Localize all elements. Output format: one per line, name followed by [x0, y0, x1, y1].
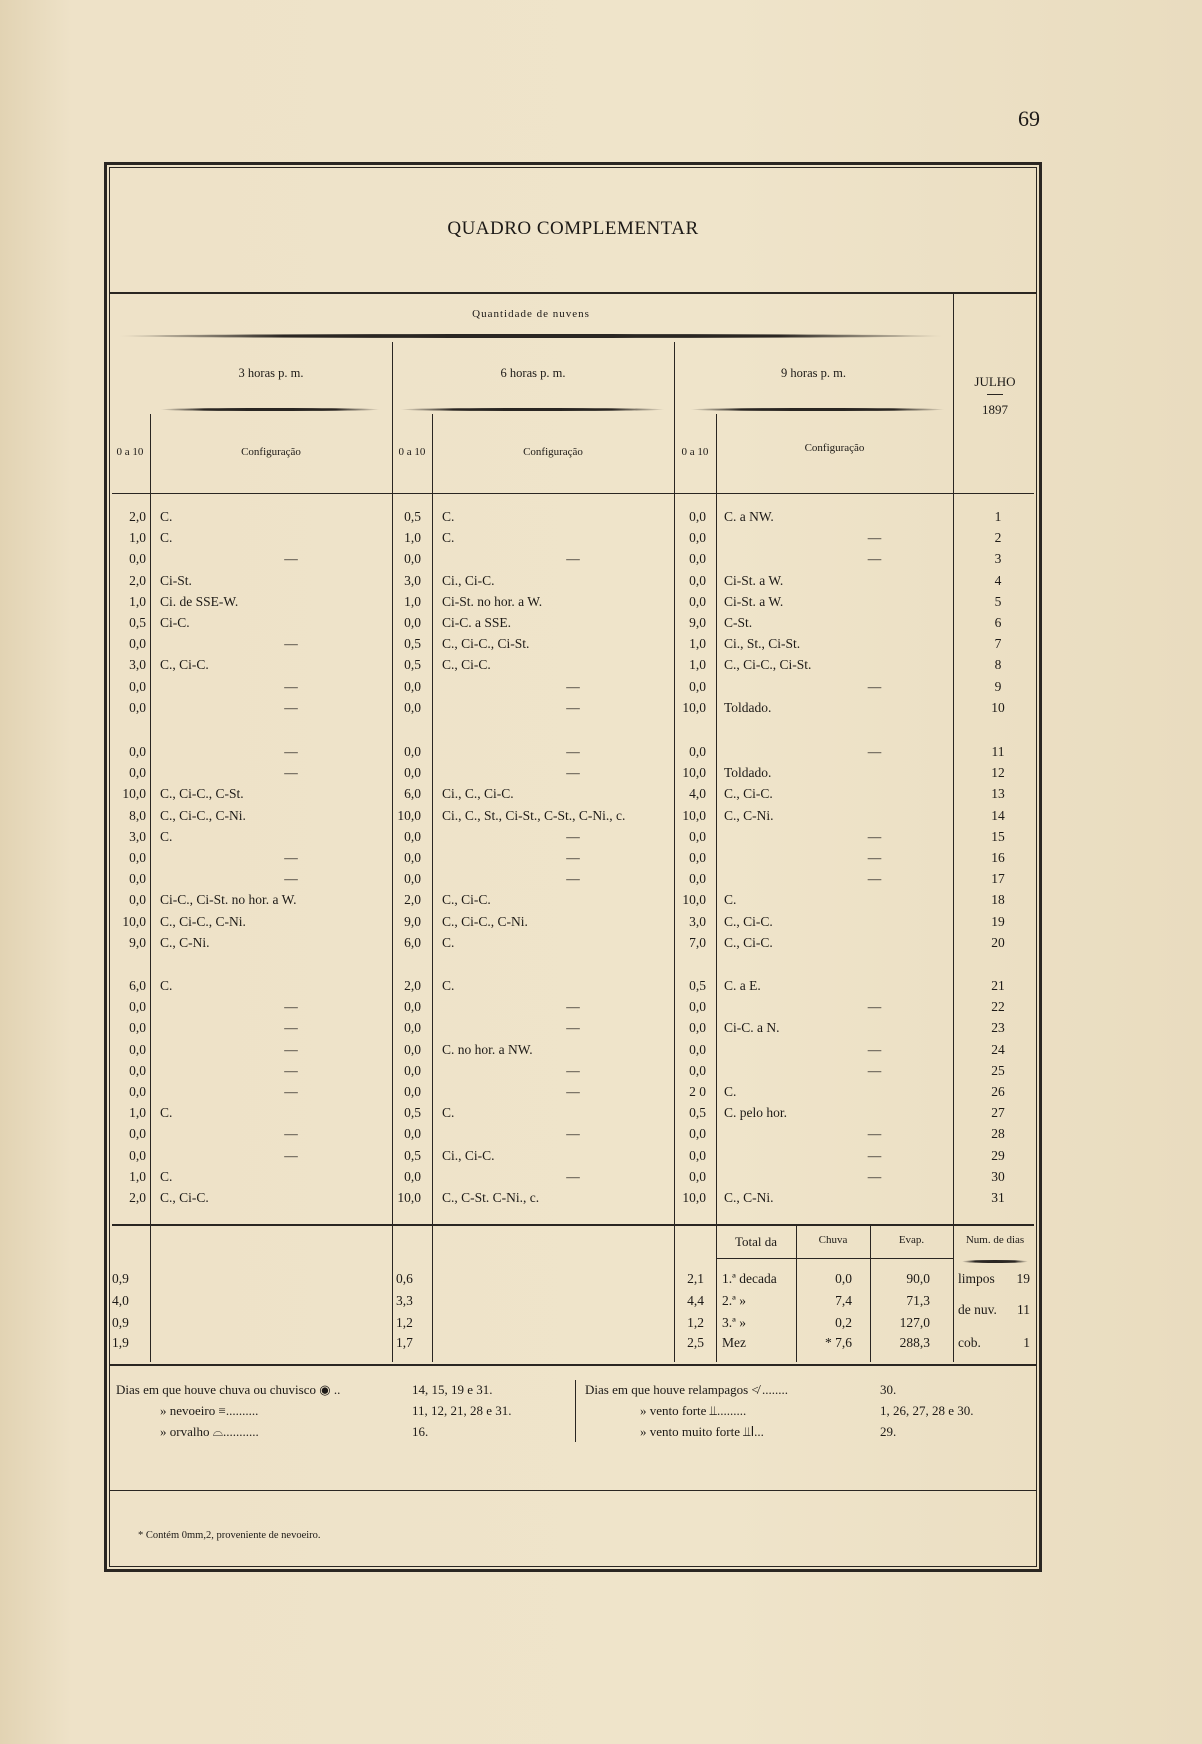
config-6h: C. — [442, 530, 455, 545]
cloud-9h: 10,0 — [682, 765, 706, 780]
config-3h: — — [284, 850, 298, 865]
cloud-9h: 4,0 — [689, 786, 706, 801]
cloud-6h: 0,0 — [404, 1126, 421, 1141]
cloud-6h: 0,0 — [404, 679, 421, 694]
day-number: 20 — [991, 935, 1005, 950]
config-6h: C. — [442, 509, 455, 524]
limpos-value: 19 — [1016, 1271, 1030, 1286]
config-3h: C., Ci-C. — [160, 1190, 209, 1205]
config-3h: Ci-C., Ci-St. no hor. a W. — [160, 892, 297, 907]
sum-header-rule — [716, 1258, 953, 1259]
period-3h: 3 horas p. m. — [238, 366, 304, 380]
config-3h: — — [284, 551, 298, 566]
cloud-9h: 0,0 — [689, 573, 706, 588]
config-6h: — — [566, 1169, 580, 1184]
day-number: 29 — [991, 1148, 1005, 1163]
day-number: 16 — [991, 850, 1005, 865]
cloud-9h: 0,0 — [689, 530, 706, 545]
sum-divider-3 — [432, 1226, 433, 1362]
config-6h: C., Ci-C., C-Ni. — [442, 914, 528, 929]
config-6h: — — [566, 1126, 580, 1141]
sum-chuva: 7,4 — [835, 1293, 852, 1308]
config-9h: — — [867, 530, 882, 545]
config-9h: Ci-St. a W. — [724, 573, 784, 588]
cloud-9h: 0,0 — [689, 1148, 706, 1163]
config-6h: Ci-C. a SSE. — [442, 615, 512, 630]
cloud-9h: 1,0 — [689, 657, 706, 672]
cloud-9h: 3,0 — [689, 914, 706, 929]
config-label-6h: Configuração — [523, 446, 583, 458]
cloud-3h: 10,0 — [122, 914, 146, 929]
sum-evap: 71,3 — [906, 1293, 930, 1308]
cloud-3h: 0,0 — [129, 679, 146, 694]
config-6h: C. — [442, 935, 455, 950]
cloud-6h: 0,0 — [404, 1020, 421, 1035]
config-9h: — — [867, 829, 882, 844]
cloud-6h: 9,0 — [404, 914, 421, 929]
period-6h: 6 horas p. m. — [500, 366, 566, 380]
limpos-label: limpos — [958, 1271, 995, 1286]
day-number: 15 — [991, 829, 1005, 844]
cloud-3h: 3,0 — [129, 829, 146, 844]
config-9h: C. a E. — [724, 978, 761, 993]
cloud-6h: 2,0 — [404, 978, 421, 993]
config-6h: C. — [442, 978, 455, 993]
config-6h: Ci., Ci-C. — [442, 1148, 495, 1163]
cloud-6h: 0,0 — [404, 829, 421, 844]
month-year-rule — [987, 394, 1003, 395]
cloud-9h: 0,0 — [689, 744, 706, 759]
config-3h: C., Ci-C., C-Ni. — [160, 914, 246, 929]
config-6h: — — [566, 871, 580, 886]
config-9h: — — [867, 679, 882, 694]
config-9h: C., C-Ni. — [724, 1190, 774, 1205]
cloud-6h: 0,0 — [404, 744, 421, 759]
config-3h: — — [284, 871, 298, 886]
day-number: 18 — [991, 892, 1005, 907]
nuv-value: 11 — [1017, 1302, 1030, 1317]
config-3h: C. — [160, 978, 173, 993]
day-number: 23 — [991, 1020, 1005, 1035]
config-6h: — — [566, 829, 580, 844]
cloud-9h: 0,0 — [689, 1042, 706, 1057]
day-number: 7 — [994, 636, 1002, 651]
cloud-6h: 10,0 — [397, 808, 421, 823]
day-number: 14 — [991, 808, 1005, 823]
cloud-6h: 0,5 — [404, 1105, 421, 1120]
sum-divider-1 — [150, 1226, 151, 1362]
footer-right-label: » vento forte ⫫......... — [640, 1403, 747, 1418]
scale-label-9h: 0 a 10 — [681, 446, 709, 458]
config-9h: C. a NW. — [724, 509, 774, 524]
config-3h: — — [284, 1042, 298, 1057]
day-number: 27 — [991, 1105, 1005, 1120]
day-number: 5 — [994, 594, 1002, 609]
config-6h: Ci., Ci-C. — [442, 573, 495, 588]
cloud-6h: 6,0 — [404, 786, 421, 801]
cloud-3h: 0,0 — [129, 1126, 146, 1141]
config-9h: C. — [724, 1084, 737, 1099]
config-3h: Ci-St. — [160, 573, 192, 588]
page-title: QUADRO COMPLEMENTAR — [447, 218, 699, 239]
config-9h: — — [867, 1042, 882, 1057]
config-3h: — — [284, 1063, 298, 1078]
month-label: JULHO — [974, 374, 1016, 389]
footer-right-label: » vento muito forte ⫫ⅼ... — [640, 1424, 764, 1439]
config-6h: — — [566, 1084, 580, 1099]
sum-cloud-9h: 1,2 — [687, 1315, 704, 1330]
day-number: 8 — [994, 657, 1002, 672]
cloud-6h: 0,0 — [404, 850, 421, 865]
day-number: 13 — [991, 786, 1005, 801]
config-9h: C. — [724, 892, 737, 907]
config-6h: Ci., C., Ci-C. — [442, 786, 514, 801]
config-6h: Ci., C., St., Ci-St., C-St., C-Ni., c. — [442, 808, 626, 823]
config-6h: C., C-St. C-Ni., c. — [442, 1190, 540, 1205]
period-9h: 9 horas p. m. — [781, 366, 846, 380]
swoosh-3h — [160, 408, 380, 411]
cloud-3h: 2,0 — [129, 509, 146, 524]
cloud-6h: 0,0 — [404, 1063, 421, 1078]
sum-chuva: * 7,6 — [825, 1335, 852, 1350]
sum-period-label: Mez — [722, 1335, 746, 1350]
swoosh-9h — [690, 408, 945, 411]
config-6h: C., Ci-C., Ci-St. — [442, 636, 530, 651]
cloud-9h: 0,0 — [689, 551, 706, 566]
config-3h: C. — [160, 829, 173, 844]
config-9h: C., C-Ni. — [724, 808, 774, 823]
config-label-9h: Configuração — [804, 442, 865, 454]
cloud-6h: 0,0 — [404, 871, 421, 886]
config-3h: — — [284, 1126, 298, 1141]
cloud-3h: 6,0 — [129, 978, 146, 993]
config-6h: — — [566, 744, 580, 759]
cloud-6h: 0,5 — [404, 657, 421, 672]
numdias-swoosh — [962, 1260, 1028, 1263]
day-number: 21 — [991, 978, 1005, 993]
footer-left-value: 11, 12, 21, 28 e 31. — [412, 1403, 512, 1418]
title-rule — [109, 292, 1037, 294]
sum-cloud-6h: 1,7 — [396, 1335, 413, 1350]
config-3h: C., Ci-C., C-St. — [160, 786, 244, 801]
sum-evap: 90,0 — [906, 1271, 930, 1286]
swoosh-6h — [400, 408, 665, 411]
day-number: 26 — [991, 1084, 1005, 1099]
day-number: 9 — [994, 679, 1002, 694]
cloud-6h: 0,0 — [404, 551, 421, 566]
day-number: 30 — [991, 1169, 1005, 1184]
cloud-6h: 0,0 — [404, 1169, 421, 1184]
sum-chuva: 0,0 — [835, 1271, 852, 1286]
col-divider-conf6 — [432, 414, 433, 1226]
config-9h: C., Ci-C. — [724, 914, 773, 929]
cloud-3h: 1,0 — [129, 1105, 146, 1120]
day-number: 25 — [991, 1063, 1005, 1078]
sum-period-label: 1.ª decada — [722, 1271, 777, 1286]
year-label: 1897 — [982, 402, 1008, 417]
config-3h: — — [284, 1084, 298, 1099]
config-9h: — — [867, 871, 882, 886]
scale-label-6h: 0 a 10 — [398, 446, 426, 458]
cloud-3h: 3,0 — [129, 657, 146, 672]
day-number: 4 — [994, 573, 1002, 588]
cloud-9h: 7,0 — [689, 935, 706, 950]
config-9h: C. pelo hor. — [724, 1105, 787, 1120]
config-label-3h: Configuração — [241, 446, 301, 458]
cloud-9h: 0,0 — [689, 509, 706, 524]
cloud-9h: 10,0 — [682, 700, 706, 715]
config-9h: C., Ci-C. — [724, 935, 773, 950]
cloud-3h: 1,0 — [129, 1169, 146, 1184]
cloud-9h: 9,0 — [689, 615, 706, 630]
sum-period-label: 3.ª » — [722, 1315, 746, 1330]
cloud-3h: 0,0 — [129, 1084, 146, 1099]
footer-left-value: 14, 15, 19 e 31. — [412, 1382, 493, 1397]
clouds-group-label: Quantidade de nuvens — [472, 308, 590, 320]
cloud-9h: 0,5 — [689, 978, 706, 993]
cob-label: cob. — [958, 1335, 981, 1350]
cloud-6h: 0,0 — [404, 1042, 421, 1057]
sum-cloud-3h: 0,9 — [112, 1315, 129, 1330]
cloud-9h: 10,0 — [682, 808, 706, 823]
cloud-9h: 0,0 — [689, 594, 706, 609]
footer-right-label: Dias em que houve relampagos ≮ ........ — [585, 1382, 789, 1397]
footer-right-value: 1, 26, 27, 28 e 30. — [880, 1403, 974, 1418]
day-number: 11 — [991, 744, 1005, 759]
body-bottom-rule — [112, 1224, 1034, 1226]
day-number: 2 — [994, 530, 1002, 545]
sum-cloud-6h: 3,3 — [396, 1293, 413, 1308]
config-9h: — — [867, 850, 882, 865]
cloud-6h: 1,0 — [404, 594, 421, 609]
config-6h: — — [566, 1020, 580, 1035]
cloud-9h: 2 0 — [689, 1084, 706, 1099]
config-3h: Ci. de SSE-W. — [160, 594, 239, 609]
scale-label-3h: 0 a 10 — [116, 446, 144, 458]
cloud-9h: 10,0 — [682, 892, 706, 907]
config-6h: — — [566, 679, 580, 694]
cloud-6h: 3,0 — [404, 573, 421, 588]
cloud-6h: 2,0 — [404, 892, 421, 907]
config-6h: — — [566, 850, 580, 865]
group-swoosh — [118, 334, 944, 338]
cloud-9h: 0,0 — [689, 1126, 706, 1141]
sum-period-label: 2.ª » — [722, 1293, 746, 1308]
config-9h: Ci-C. a N. — [724, 1020, 780, 1035]
cloud-9h: 0,0 — [689, 679, 706, 694]
month-col-divider — [953, 294, 954, 1226]
cloud-6h: 6,0 — [404, 935, 421, 950]
config-6h: C., Ci-C. — [442, 657, 491, 672]
day-number: 22 — [991, 999, 1005, 1014]
day-number: 31 — [991, 1190, 1005, 1205]
footer-left-label: Dias em que houve chuva ou chuvisco ◉ .. — [116, 1382, 341, 1397]
day-number: 6 — [994, 615, 1002, 630]
sum-divider-2 — [392, 1226, 393, 1362]
footer-left-value: 16. — [412, 1424, 429, 1439]
config-3h: C., Ci-C. — [160, 657, 209, 672]
cloud-3h: 0,0 — [129, 871, 146, 886]
cloud-3h: 1,0 — [129, 530, 146, 545]
cloud-9h: 0,0 — [689, 1063, 706, 1078]
footer-right-value: 29. — [880, 1424, 897, 1439]
summary-chuva-label: Chuva — [818, 1234, 848, 1246]
config-9h: — — [867, 999, 882, 1014]
config-3h: — — [284, 636, 298, 651]
day-number: 3 — [994, 551, 1002, 566]
cloud-6h: 1,0 — [404, 530, 421, 545]
cloud-3h: 0,0 — [129, 1020, 146, 1035]
cloud-3h: 2,0 — [129, 1190, 146, 1205]
cloud-3h: 0,0 — [129, 892, 146, 907]
cloud-3h: 0,0 — [129, 1063, 146, 1078]
config-3h: — — [284, 1148, 298, 1163]
nuv-label: de nuv. — [958, 1302, 997, 1317]
sum-cloud-3h: 0,9 — [112, 1271, 129, 1286]
sum-cloud-9h: 4,4 — [687, 1293, 704, 1308]
config-3h: — — [284, 999, 298, 1014]
page-number: 69 — [1018, 106, 1040, 131]
cloud-6h: 0,0 — [404, 765, 421, 780]
config-9h: Ci., St., Ci-St. — [724, 636, 801, 651]
config-9h: — — [867, 1126, 882, 1141]
day-number: 1 — [994, 509, 1002, 524]
config-9h: — — [867, 1169, 882, 1184]
cloud-9h: 0,0 — [689, 1020, 706, 1035]
col-divider-conf9 — [716, 414, 717, 1226]
day-number: 19 — [991, 914, 1005, 929]
cloud-6h: 0,0 — [404, 999, 421, 1014]
sum-evap: 288,3 — [899, 1335, 930, 1350]
config-9h: — — [867, 1063, 882, 1078]
cloud-3h: 0,5 — [129, 615, 146, 630]
config-6h: Ci-St. no hor. a W. — [442, 594, 543, 609]
cloud-9h: 1,0 — [689, 636, 706, 651]
cloud-3h: 9,0 — [129, 935, 146, 950]
day-number: 10 — [991, 700, 1005, 715]
cloud-3h: 1,0 — [129, 594, 146, 609]
config-3h: C. — [160, 509, 173, 524]
sum-cloud-9h: 2,1 — [687, 1271, 704, 1286]
sum-cloud-3h: 4,0 — [112, 1293, 129, 1308]
config-3h: — — [284, 1020, 298, 1035]
sum-divider-8 — [953, 1226, 954, 1362]
config-3h: C. — [160, 1169, 173, 1184]
sum-cloud-6h: 1,2 — [396, 1315, 413, 1330]
footnote: * Contém 0mm,2, proveniente de nevoeiro. — [138, 1530, 321, 1541]
config-6h: C., Ci-C. — [442, 892, 491, 907]
config-3h: — — [284, 679, 298, 694]
cloud-6h: 0,5 — [404, 636, 421, 651]
cloud-3h: 0,0 — [129, 850, 146, 865]
cloud-3h: 0,0 — [129, 636, 146, 651]
cloud-6h: 0,0 — [404, 700, 421, 715]
config-3h: — — [284, 744, 298, 759]
footer-rule — [109, 1490, 1037, 1491]
summary-total-label: Total da — [734, 1234, 778, 1249]
sum-evap: 127,0 — [899, 1315, 930, 1330]
footer-left-label: » orvalho ⌓........... — [160, 1424, 259, 1439]
sum-cloud-6h: 0,6 — [396, 1271, 413, 1286]
config-6h: — — [566, 765, 580, 780]
config-9h: — — [867, 1148, 882, 1163]
cloud-3h: 0,0 — [129, 1148, 146, 1163]
config-6h: C. no hor. a NW. — [442, 1042, 533, 1057]
config-3h: C., C-Ni. — [160, 935, 210, 950]
footer-left-label: » nevoeiro ≡.......... — [160, 1403, 259, 1418]
config-3h: C. — [160, 530, 173, 545]
config-3h: — — [284, 700, 298, 715]
sum-chuva: 0,2 — [835, 1315, 852, 1330]
config-9h: C., Ci-C., Ci-St. — [724, 657, 812, 672]
cloud-3h: 0,0 — [129, 744, 146, 759]
cloud-3h: 0,0 — [129, 765, 146, 780]
summary-numdias-label: Num. de dias — [965, 1234, 1025, 1246]
config-9h: — — [867, 744, 882, 759]
cob-value: 1 — [1023, 1335, 1030, 1350]
config-3h: C. — [160, 1105, 173, 1120]
config-6h: — — [566, 700, 580, 715]
cloud-3h: 2,0 — [129, 573, 146, 588]
header-bottom-rule — [112, 493, 1034, 494]
day-number: 28 — [991, 1126, 1005, 1141]
cloud-6h: 0,0 — [404, 1084, 421, 1099]
cloud-3h: 0,0 — [129, 1042, 146, 1057]
day-number: 24 — [991, 1042, 1005, 1057]
config-3h: C., Ci-C., C-Ni. — [160, 808, 246, 823]
cloud-9h: 0,0 — [689, 850, 706, 865]
footer-divider — [575, 1380, 576, 1442]
cloud-3h: 0,0 — [129, 999, 146, 1014]
config-9h: Ci-St. a W. — [724, 594, 784, 609]
config-9h: C-St. — [724, 615, 753, 630]
cloud-9h: 0,0 — [689, 829, 706, 844]
cloud-9h: 0,0 — [689, 999, 706, 1014]
cloud-9h: 0,0 — [689, 1169, 706, 1184]
cloud-6h: 0,5 — [404, 1148, 421, 1163]
config-9h: — — [867, 551, 882, 566]
cloud-6h: 10,0 — [397, 1190, 421, 1205]
config-6h: — — [566, 551, 580, 566]
config-9h: Toldado. — [724, 700, 772, 715]
cloud-3h: 10,0 — [122, 786, 146, 801]
summary-evap-label: Evap. — [898, 1234, 925, 1246]
summary-bottom-rule — [109, 1364, 1037, 1366]
config-6h: C. — [442, 1105, 455, 1120]
col-divider-conf3 — [150, 414, 151, 1226]
cloud-9h: 10,0 — [682, 1190, 706, 1205]
config-6h: — — [566, 1063, 580, 1078]
config-3h: Ci-C. — [160, 615, 190, 630]
config-9h: C., Ci-C. — [724, 786, 773, 801]
cloud-6h: 0,5 — [404, 509, 421, 524]
config-9h: Toldado. — [724, 765, 772, 780]
config-6h: — — [566, 999, 580, 1014]
day-number: 12 — [991, 765, 1005, 780]
cloud-3h: 0,0 — [129, 700, 146, 715]
cloud-6h: 0,0 — [404, 615, 421, 630]
config-3h: — — [284, 765, 298, 780]
cloud-9h: 0,5 — [689, 1105, 706, 1120]
cloud-3h: 8,0 — [129, 808, 146, 823]
sum-cloud-9h: 2,5 — [687, 1335, 704, 1350]
cloud-9h: 0,0 — [689, 871, 706, 886]
cloud-3h: 0,0 — [129, 551, 146, 566]
footer-right-value: 30. — [880, 1382, 897, 1397]
day-number: 17 — [991, 871, 1005, 886]
sum-cloud-3h: 1,9 — [112, 1335, 129, 1350]
